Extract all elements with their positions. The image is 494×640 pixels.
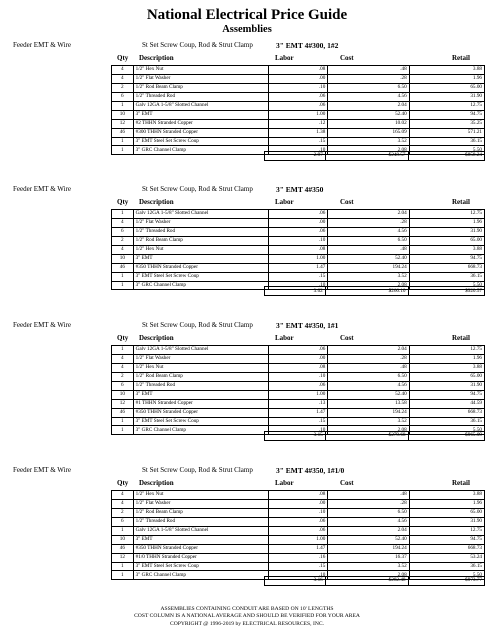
qty-cell: 1 bbox=[112, 272, 134, 281]
description-cell: 3" EMT bbox=[133, 535, 268, 544]
qty-cell: 2 bbox=[112, 508, 134, 517]
description-cell: 1/2" Threaded Rod bbox=[133, 227, 268, 236]
items-table bbox=[111, 209, 485, 290]
qty-cell: 4 bbox=[112, 74, 134, 83]
table-row bbox=[112, 562, 485, 571]
retail-cell: 3.88 bbox=[409, 245, 484, 254]
section-header bbox=[0, 183, 494, 195]
labor-cell: .06 bbox=[268, 517, 328, 526]
qty-cell: 4 bbox=[112, 363, 134, 372]
description-cell: 1/2" Threaded Rod bbox=[133, 92, 268, 101]
labor-cell: .00 bbox=[268, 354, 328, 363]
retail-cell: 3.88 bbox=[409, 363, 484, 372]
description-cell: 3" GRC Channel Clamp bbox=[133, 281, 268, 290]
labor-cell: .08 bbox=[268, 363, 328, 372]
section-code: 3" EMT 4#350 bbox=[276, 185, 324, 194]
labor-cell: .06 bbox=[268, 101, 328, 110]
labor-cell: .06 bbox=[268, 210, 328, 219]
description-cell: Galv 12GA 1-5/8" Slotted Channel bbox=[133, 210, 268, 219]
qty-cell: 4 bbox=[112, 491, 134, 500]
labor-cell: 1.47 bbox=[268, 263, 328, 272]
description-cell: 1/2" Flat Washer bbox=[133, 354, 268, 363]
retail-cell: 668.73 bbox=[409, 408, 484, 417]
labor-cell: .00 bbox=[268, 74, 328, 83]
qty-cell: 1 bbox=[112, 562, 134, 571]
labor-cell: .15 bbox=[268, 417, 328, 426]
description-cell: #350 THHN Stranded Copper bbox=[133, 263, 268, 272]
labor-cell: .08 bbox=[268, 66, 328, 75]
cost-cell: 6.50 bbox=[328, 236, 409, 245]
table-row bbox=[112, 210, 485, 219]
section-code: 3" EMT 4#350, 1#1/0 bbox=[276, 466, 345, 475]
table-row bbox=[112, 417, 485, 426]
retail-cell: 1.96 bbox=[409, 354, 484, 363]
description-cell: #1/0 THHN Stranded Copper bbox=[133, 553, 268, 562]
cost-cell: 2.08 bbox=[328, 571, 409, 580]
qty-cell: 6 bbox=[112, 381, 134, 390]
cost-cell: 2.08 bbox=[328, 426, 409, 435]
labor-cell: .10 bbox=[268, 236, 328, 245]
cost-cell: .28 bbox=[328, 499, 409, 508]
qty-cell: 1 bbox=[112, 526, 134, 535]
cost-cell: 2.04 bbox=[328, 210, 409, 219]
description-cell: 1/2" Flat Washer bbox=[133, 74, 268, 83]
labor-cell: .10 bbox=[268, 372, 328, 381]
cost-cell: 16.37 bbox=[328, 553, 409, 562]
retail-cell: 3.88 bbox=[409, 66, 484, 75]
cost-cell: 3.52 bbox=[328, 562, 409, 571]
qty-cell: 10 bbox=[112, 535, 134, 544]
totals-row bbox=[264, 431, 485, 441]
column-headers bbox=[0, 479, 494, 490]
section-header bbox=[0, 39, 494, 51]
total-cost: $248.57 bbox=[325, 152, 408, 161]
cost-cell: 4.56 bbox=[328, 381, 409, 390]
cost-cell: .28 bbox=[328, 218, 409, 227]
qty-cell: 6 bbox=[112, 517, 134, 526]
retail-cell: 12.75 bbox=[409, 101, 484, 110]
cost-cell: 165.09 bbox=[328, 128, 409, 137]
totals-row bbox=[264, 151, 485, 161]
qty-cell: 10 bbox=[112, 390, 134, 399]
labor-cell: 1.00 bbox=[268, 390, 328, 399]
qty-cell: 2 bbox=[112, 236, 134, 245]
section-desc: St Set Screw Coup, Rod & Strut Clamp bbox=[142, 41, 253, 49]
labor-cell: .10 bbox=[268, 281, 328, 290]
column-header-retail: Retail bbox=[452, 198, 470, 206]
column-header-cost: Cost bbox=[340, 198, 354, 206]
qty-cell: 1 bbox=[112, 417, 134, 426]
total-cost: $266.10 bbox=[325, 287, 408, 296]
labor-cell: .15 bbox=[268, 137, 328, 146]
column-header-cost: Cost bbox=[340, 479, 354, 487]
table-row bbox=[112, 553, 485, 562]
table-row bbox=[112, 372, 485, 381]
labor-cell: .10 bbox=[268, 146, 328, 155]
description-cell: 1/2" Rod Beam Clamp bbox=[133, 508, 268, 517]
table-row bbox=[112, 218, 485, 227]
labor-cell: .06 bbox=[268, 346, 328, 355]
qty-cell: 1 bbox=[112, 137, 134, 146]
description-cell: 1/2" Rod Beam Clamp bbox=[133, 236, 268, 245]
cost-cell: 3.52 bbox=[328, 417, 409, 426]
retail-cell: 31.90 bbox=[409, 227, 484, 236]
column-header-qty: Qty bbox=[117, 198, 129, 206]
qty-cell: 1 bbox=[112, 101, 134, 110]
labor-cell: .10 bbox=[268, 571, 328, 580]
labor-cell: 1.00 bbox=[268, 254, 328, 263]
column-headers bbox=[0, 54, 494, 65]
column-headers bbox=[0, 334, 494, 345]
retail-cell: 5.50 bbox=[409, 146, 484, 155]
qty-cell: 46 bbox=[112, 263, 134, 272]
description-cell: 3" GRC Channel Clamp bbox=[133, 146, 268, 155]
section-desc: St Set Screw Coup, Rod & Strut Clamp bbox=[142, 321, 253, 329]
labor-cell: .13 bbox=[268, 399, 328, 408]
labor-cell: 1.00 bbox=[268, 535, 328, 544]
footer-line: COPYRIGHT @ 1996-2019 by ELECTRICAL RESOURCES, INC. bbox=[169, 620, 324, 627]
retail-cell: 36.15 bbox=[409, 562, 484, 571]
column-header-qty: Qty bbox=[117, 334, 129, 342]
cost-cell: 52.40 bbox=[328, 110, 409, 119]
labor-cell: 1.00 bbox=[268, 110, 328, 119]
column-header-retail: Retail bbox=[452, 334, 470, 342]
cost-cell: 6.50 bbox=[328, 83, 409, 92]
column-header-retail: Retail bbox=[452, 479, 470, 487]
labor-cell: .08 bbox=[268, 491, 328, 500]
retail-cell: 44.59 bbox=[409, 399, 484, 408]
labor-cell: .15 bbox=[268, 272, 328, 281]
description-cell: 3" GRC Channel Clamp bbox=[133, 426, 268, 435]
description-cell: 3" EMT Steel Set Screw Coup bbox=[133, 137, 268, 146]
table-row bbox=[112, 346, 485, 355]
cost-cell: 6.50 bbox=[328, 508, 409, 517]
labor-cell: .00 bbox=[268, 499, 328, 508]
cost-cell: .48 bbox=[328, 491, 409, 500]
labor-cell: .12 bbox=[268, 119, 328, 128]
section-name: Feeder EMT & Wire bbox=[13, 185, 71, 193]
retail-cell: 94.75 bbox=[409, 110, 484, 119]
description-cell: 1/2" Threaded Rod bbox=[133, 517, 268, 526]
description-cell: 3" EMT Steel Set Screw Coup bbox=[133, 272, 268, 281]
total-cost: $279.68 bbox=[325, 432, 408, 441]
cost-cell: .48 bbox=[328, 66, 409, 75]
description-cell: 3" GRC Channel Clamp bbox=[133, 571, 268, 580]
column-header-description: Description bbox=[139, 54, 174, 62]
table-row bbox=[112, 263, 485, 272]
description-cell: 3" EMT bbox=[133, 110, 268, 119]
column-header-qty: Qty bbox=[117, 54, 129, 62]
column-header-description: Description bbox=[139, 479, 174, 487]
table-row bbox=[112, 227, 485, 236]
cost-cell: .48 bbox=[328, 245, 409, 254]
labor-cell: .00 bbox=[268, 218, 328, 227]
labor-cell: .10 bbox=[268, 426, 328, 435]
table-row bbox=[112, 245, 485, 254]
section-code: 3" EMT 4#300, 1#2 bbox=[276, 41, 339, 50]
total-cost: $282.48 bbox=[325, 577, 408, 586]
cost-cell: .28 bbox=[328, 74, 409, 83]
footer-notes bbox=[0, 606, 494, 628]
description-cell: 3" EMT bbox=[133, 390, 268, 399]
cost-cell: 2.08 bbox=[328, 146, 409, 155]
retail-cell: 31.90 bbox=[409, 92, 484, 101]
retail-cell: 94.75 bbox=[409, 535, 484, 544]
description-cell: 1/2" Flat Washer bbox=[133, 218, 268, 227]
footer-line: COST COLUMN IS A NATIONAL AVERAGE AND SHOULD BE VERIFIED FOR YOUR AREA bbox=[134, 613, 360, 620]
qty-cell: 6 bbox=[112, 227, 134, 236]
qty-cell: 1 bbox=[112, 571, 134, 580]
description-cell: #1 THHN Stranded Copper bbox=[133, 399, 268, 408]
table-row bbox=[112, 128, 485, 137]
section-header bbox=[0, 464, 494, 476]
labor-cell: .06 bbox=[268, 227, 328, 236]
items-table bbox=[111, 490, 485, 580]
table-row bbox=[112, 236, 485, 245]
qty-cell: 4 bbox=[112, 499, 134, 508]
qty-cell: 2 bbox=[112, 372, 134, 381]
section-desc: St Set Screw Coup, Rod & Strut Clamp bbox=[142, 185, 253, 193]
cost-cell: 52.40 bbox=[328, 254, 409, 263]
qty-cell: 12 bbox=[112, 553, 134, 562]
retail-cell: 12.75 bbox=[409, 346, 484, 355]
retail-cell: 31.90 bbox=[409, 517, 484, 526]
cost-cell: 3.52 bbox=[328, 137, 409, 146]
retail-cell: 94.75 bbox=[409, 254, 484, 263]
retail-cell: 668.73 bbox=[409, 263, 484, 272]
total-retail: $920.57 bbox=[408, 287, 485, 296]
retail-cell: 65.00 bbox=[409, 236, 484, 245]
column-header-retail: Retail bbox=[452, 54, 470, 62]
table-row bbox=[112, 137, 485, 146]
labor-cell: .16 bbox=[268, 553, 328, 562]
description-cell: 1/2" Hex Nut bbox=[133, 363, 268, 372]
table-row bbox=[112, 535, 485, 544]
items-table bbox=[111, 65, 485, 155]
column-header-labor: Labor bbox=[275, 198, 294, 206]
description-cell: Galv 12GA 1-5/8" Slotted Channel bbox=[133, 346, 268, 355]
retail-cell: 5.50 bbox=[409, 571, 484, 580]
cost-cell: 52.40 bbox=[328, 390, 409, 399]
footer-line: ASSEMBLIES CONTAINING CONDUIT ARE BASED ON 10' LENGTHS bbox=[160, 606, 334, 612]
retail-cell: 65.00 bbox=[409, 508, 484, 517]
qty-cell: 1 bbox=[112, 146, 134, 155]
table-row bbox=[112, 272, 485, 281]
table-row bbox=[112, 544, 485, 553]
column-header-labor: Labor bbox=[275, 54, 294, 62]
description-cell: 1/2" Hex Nut bbox=[133, 491, 268, 500]
qty-cell: 2 bbox=[112, 83, 134, 92]
labor-cell: 1.47 bbox=[268, 544, 328, 553]
column-header-description: Description bbox=[139, 198, 174, 206]
table-row bbox=[112, 508, 485, 517]
cost-cell: 2.04 bbox=[328, 346, 409, 355]
labor-cell: .10 bbox=[268, 83, 328, 92]
section-name: Feeder EMT & Wire bbox=[13, 466, 71, 474]
qty-cell: 4 bbox=[112, 354, 134, 363]
table-row bbox=[112, 517, 485, 526]
retail-cell: 3.88 bbox=[409, 491, 484, 500]
retail-cell: 5.50 bbox=[409, 281, 484, 290]
description-cell: 3" EMT bbox=[133, 254, 268, 263]
column-header-qty: Qty bbox=[117, 479, 129, 487]
cost-cell: 4.56 bbox=[328, 517, 409, 526]
qty-cell: 46 bbox=[112, 128, 134, 137]
page-title: National Electrical Price Guide bbox=[146, 7, 348, 23]
qty-cell: 12 bbox=[112, 399, 134, 408]
total-retail: $858.24 bbox=[408, 152, 485, 161]
labor-cell: .06 bbox=[268, 92, 328, 101]
total-labor: 3.16 bbox=[265, 577, 326, 586]
labor-cell: .08 bbox=[268, 245, 328, 254]
retail-cell: 36.15 bbox=[409, 137, 484, 146]
labor-cell: .06 bbox=[268, 526, 328, 535]
table-row bbox=[112, 354, 485, 363]
table-row bbox=[112, 381, 485, 390]
table-row bbox=[112, 66, 485, 75]
cost-cell: 194.24 bbox=[328, 263, 409, 272]
qty-cell: 12 bbox=[112, 119, 134, 128]
qty-cell: 1 bbox=[112, 346, 134, 355]
table-row bbox=[112, 408, 485, 417]
qty-cell: 4 bbox=[112, 66, 134, 75]
total-labor: 2.97 bbox=[265, 152, 326, 161]
qty-cell: 46 bbox=[112, 544, 134, 553]
description-cell: 1/2" Rod Beam Clamp bbox=[133, 83, 268, 92]
retail-cell: 65.00 bbox=[409, 372, 484, 381]
qty-cell: 1 bbox=[112, 210, 134, 219]
description-cell: 1/2" Flat Washer bbox=[133, 499, 268, 508]
labor-cell: .10 bbox=[268, 508, 328, 517]
table-row bbox=[112, 119, 485, 128]
table-row bbox=[112, 101, 485, 110]
labor-cell: .06 bbox=[268, 381, 328, 390]
cost-cell: 4.56 bbox=[328, 227, 409, 236]
table-row bbox=[112, 110, 485, 119]
description-cell: 3" EMT Steel Set Screw Coup bbox=[133, 562, 268, 571]
description-cell: 1/2" Threaded Rod bbox=[133, 381, 268, 390]
retail-cell: 94.75 bbox=[409, 390, 484, 399]
labor-cell: 1.38 bbox=[268, 128, 328, 137]
cost-cell: .28 bbox=[328, 354, 409, 363]
section-name: Feeder EMT & Wire bbox=[13, 321, 71, 329]
retail-cell: 668.73 bbox=[409, 544, 484, 553]
cost-cell: 194.24 bbox=[328, 408, 409, 417]
retail-cell: 65.00 bbox=[409, 83, 484, 92]
description-cell: #350 THHN Stranded Copper bbox=[133, 544, 268, 553]
cost-cell: 4.56 bbox=[328, 92, 409, 101]
column-header-labor: Labor bbox=[275, 479, 294, 487]
totals-row bbox=[264, 286, 485, 296]
column-header-cost: Cost bbox=[340, 334, 354, 342]
section-header bbox=[0, 319, 494, 331]
cost-cell: .48 bbox=[328, 363, 409, 372]
totals-row bbox=[264, 576, 485, 586]
section-code: 3" EMT 4#350, 1#1 bbox=[276, 321, 339, 330]
labor-cell: 1.47 bbox=[268, 408, 328, 417]
cost-cell: 52.40 bbox=[328, 535, 409, 544]
cost-cell: 194.24 bbox=[328, 544, 409, 553]
retail-cell: 53.24 bbox=[409, 553, 484, 562]
cost-cell: 13.58 bbox=[328, 399, 409, 408]
qty-cell: 10 bbox=[112, 110, 134, 119]
column-header-cost: Cost bbox=[340, 54, 354, 62]
labor-cell: .15 bbox=[268, 562, 328, 571]
table-row bbox=[112, 526, 485, 535]
section-name: Feeder EMT & Wire bbox=[13, 41, 71, 49]
description-cell: 1/2" Hex Nut bbox=[133, 245, 268, 254]
retail-cell: 31.90 bbox=[409, 381, 484, 390]
retail-cell: 1.96 bbox=[409, 499, 484, 508]
table-row bbox=[112, 390, 485, 399]
table-row bbox=[112, 491, 485, 500]
table-row bbox=[112, 92, 485, 101]
total-retail: $973.77 bbox=[408, 577, 485, 586]
description-cell: #300 THHN Stranded Copper bbox=[133, 128, 268, 137]
retail-cell: 36.15 bbox=[409, 272, 484, 281]
retail-cell: 36.15 bbox=[409, 417, 484, 426]
cost-cell: 3.52 bbox=[328, 272, 409, 281]
total-retail: $965.09 bbox=[408, 432, 485, 441]
description-cell: #350 THHN Stranded Copper bbox=[133, 408, 268, 417]
qty-cell: 6 bbox=[112, 92, 134, 101]
retail-cell: 12.75 bbox=[409, 526, 484, 535]
description-cell: #2 THHN Stranded Copper bbox=[133, 119, 268, 128]
table-row bbox=[112, 399, 485, 408]
table-row bbox=[112, 363, 485, 372]
cost-cell: 2.04 bbox=[328, 101, 409, 110]
description-cell: Galv 12GA 1-5/8" Slotted Channel bbox=[133, 101, 268, 110]
retail-cell: 571.21 bbox=[409, 128, 484, 137]
table-row bbox=[112, 254, 485, 263]
qty-cell: 1 bbox=[112, 281, 134, 290]
cost-cell: 2.04 bbox=[328, 526, 409, 535]
cost-cell: 6.50 bbox=[328, 372, 409, 381]
total-labor: 3.15 bbox=[265, 432, 326, 441]
total-labor: 3.02 bbox=[265, 287, 326, 296]
column-header-labor: Labor bbox=[275, 334, 294, 342]
qty-cell: 4 bbox=[112, 245, 134, 254]
page-subtitle: Assemblies bbox=[222, 24, 272, 35]
cost-cell: 10.02 bbox=[328, 119, 409, 128]
description-cell: Galv 12GA 1-5/8" Slotted Channel bbox=[133, 526, 268, 535]
table-row bbox=[112, 74, 485, 83]
qty-cell: 46 bbox=[112, 408, 134, 417]
retail-cell: 1.96 bbox=[409, 218, 484, 227]
retail-cell: 1.96 bbox=[409, 74, 484, 83]
column-header-description: Description bbox=[139, 334, 174, 342]
description-cell: 3" EMT Steel Set Screw Coup bbox=[133, 417, 268, 426]
description-cell: 1/2" Rod Beam Clamp bbox=[133, 372, 268, 381]
table-row bbox=[112, 83, 485, 92]
retail-cell: 5.50 bbox=[409, 426, 484, 435]
column-headers bbox=[0, 198, 494, 209]
cost-cell: 2.08 bbox=[328, 281, 409, 290]
retail-cell: 12.75 bbox=[409, 210, 484, 219]
items-table bbox=[111, 345, 485, 435]
table-row bbox=[112, 499, 485, 508]
qty-cell: 4 bbox=[112, 218, 134, 227]
section-desc: St Set Screw Coup, Rod & Strut Clamp bbox=[142, 466, 253, 474]
retail-cell: 35.25 bbox=[409, 119, 484, 128]
qty-cell: 10 bbox=[112, 254, 134, 263]
qty-cell: 1 bbox=[112, 426, 134, 435]
description-cell: 1/2" Hex Nut bbox=[133, 66, 268, 75]
